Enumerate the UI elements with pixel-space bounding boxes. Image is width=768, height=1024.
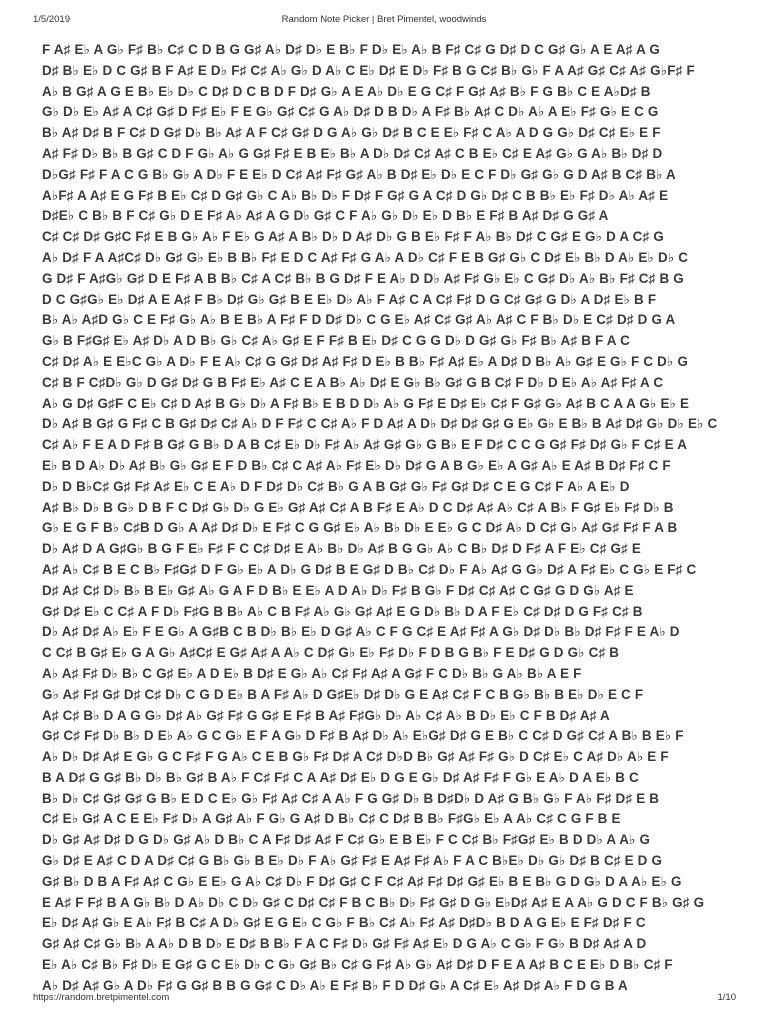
note-line: D♭G♯ F♯ F A C G B♭ G♭ A D♭ F E E♭ D C♯ A♯ F♯ G♯ A♭ B D♯ E♭ D♭ E C F D♭ G♯ G♭ G D A♯ B C♯ B♭ A (42, 166, 676, 182)
note-line: A♭ A♯ F♯ D♭ B♭ C G♯ E♭ A D E♭ B D♯ E G♭ A♭ C♯ F♯ A♯ A G♯ F C D♭ B♭ G A♭ B♭ A E F (42, 665, 582, 681)
note-line: F A♯ E♭ A G♭ F♯ B♭ C♯ C D B G G♯ A♭ D♯ D♭ E B♭ F D♭ E♭ A♭ B F♯ C♯ G D♯ D C G♯ G♭ A E A♯ A G (42, 42, 660, 57)
note-line: B A D♯ G G♯ B♭ D♭ B♭ G♯ B A♭ F C♯ F♯ C A A♯ D♯ E♭ D G E G♭ D♯ A♯ F♯ F G♭ E A♭ D A E♭ B C (42, 769, 639, 785)
note-line: A♭ D♯ A♯ G♭ A D♭ F♯ G G♯ B B G G♯ C D♭ A♭ E F♯ B♭ F D D♯ G♭ A C♯ E♭ A♯ D♯ A♭ F D G B A (42, 977, 628, 993)
note-line: A♯ A♭ C♯ B E C B♭ F♯G♯ D F G♭ E♭ A D♭ G D♯ B E G♯ D B♭ C♯ D♭ F A♭ A♯ G G♭ D♯ A F♯ E♭ C G♭ E F♯ C (42, 561, 697, 577)
note-line: A♯ C♯ B♭ D A G G♭ D♯ A♭ G♯ F♯ G G♯ E F♯ B A♯ F♯G♭ D♭ A♭ C♯ A♭ B D♭ E♭ C F B D♯ A♯ A (42, 707, 610, 723)
note-line: D C G♯G♭ E♭ D♯ A E A♯ F B♭ D♯ G♭ G♯ B E E♭ D♭ A♭ F A♯ C A C♯ F♯ D G C♯ G♯ G D♭ A D♯ E♭ B F (42, 291, 657, 307)
note-line: G♭ D♭ E♭ A♯ A C♯ G♯ D F♯ E♭ F E G♭ G♯ C♯ G A♭ D♯ D B D♭ A F♯ B♭ A♯ C D♭ A♭ A E♭ F♯ G♭ E C G (42, 104, 659, 120)
print-date: 1/5/2019 (33, 14, 70, 25)
note-line: G♯ B♭ D B A F♯ A♯ C G♭ E E♭ G A♭ C♯ D♭ F D♯ G♯ C F C♯ A♯ F♯ D♯ G♯ E♭ B E B♭ G D G♭ D A A♭ E♭ G (42, 873, 682, 889)
note-list (42, 40, 742, 997)
note-line: E♭ B D A♭ D♭ A♯ B♭ G♭ G♯ E F D B♭ C♯ C A♯ A♭ F♯ E♭ D♭ D♯ G A B G♭ E♭ A G♯ A♭ E A♯ B D♯ F♯ C F (42, 457, 671, 473)
page-url: https://random.bretpimentel.com (33, 992, 170, 1003)
note-line: C♯ E♭ G♯ A C E E♭ F♯ D♭ A G♯ A♭ F G♭ G A♯ D B♭ C♯ C D♯ B B♭ F♯G♭ E♭ A A♭ C♯ C G F B E (42, 811, 621, 827)
note-line: E♭ A♭ C♯ B♭ F♯ D♭ E G♯ G C E♭ D♭ C G♭ G♯ B♭ C♯ G F♯ A♭ G♭ A♯ D♯ D F E A A♯ B C E E♭ D B♭ C♯ F (42, 957, 673, 973)
note-line: G♭ B F♯G♯ E♭ A♯ D♭ A D B♭ G♭ C♯ A♭ G♯ E F F♯ B E♭ D♯ C G G D♭ D G♯ G♭ F♯ B♭ A♯ B F A C (42, 333, 630, 349)
note-line: A♭F♯ A A♯ E G F♯ B E♭ C♯ D G♯ G♭ C A♭ B♭ D♭ F D♯ F G♯ G A C♯ D G♭ D♯ C B B♭ E♭ F♯ D♭ A♭ A♯ E (42, 187, 669, 203)
note-line: C C♯ B G♯ E♭ G A G♭ A♯C♯ E G♯ A♯ A A♭ C D♯ G♭ E♭ F♯ D♭ F D B G B♭ F E D♯ G D G♭ C♯ B (42, 645, 620, 661)
note-line: G♯ A♯ C♯ G♭ B♭ A A♭ D B D♭ E D♯ B B♭ F A C F♯ D♭ G♯ F♯ A♯ E♭ D G A♭ C G♭ F G♭ B D♯ A♯ A D (42, 936, 647, 952)
print-header (0, 14, 768, 30)
note-line: A♯ F♯ D♭ B♭ B G♯ C D F G♭ A♭ G G♯ F♯ E B E♭ B♭ A D♭ D♯ C♯ A♯ C B E♭ C♯ E A♯ G♭ G A♭ B♭ D♯ D (42, 145, 663, 161)
note-line: C♯ D♯ A♭ E E♭C G♭ A D♭ F E A♭ C♯ G G♯ D♯ A♯ F♯ D E♭ B B♭ F♯ A♯ E♭ A D♯ D B♭ A♭ G♯ E G♭ F C D♭ G (42, 353, 689, 369)
note-line: A♭ B G♯ A G E B♭ E♭ D♭ C D♯ D C B D F D♯ G♭ A E A♭ D♭ E G C♯ F G♯ A♯ B♭ F G B♭ C E A♭D♯ B (42, 83, 651, 99)
note-line: B♭ D♭ C♯ G♯ G♯ G B♭ E D C E♭ G♭ F♯ A♯ C♯ A A♭ F G G♯ D♭ B D♯D♭ D A♯ G B♭ G♭ F A♭ F♯ D♯ E B (42, 790, 660, 806)
note-line: D♭ A♯ D♯ A♭ E♭ F E G♭ A G♯B C B D♭ B♭ E♭ D G♯ A♭ C F G C♯ E A♯ F♯ A G♭ D♯ D♭ B♭ D♯ F♯ F E A♭ D (42, 624, 680, 640)
note-line: D♭ A♯ B G♯ G F♯ C B G♯ D♯ C♯ A♭ D F F♯ C C♯ A♭ F D A♯ A D♭ D♯ D♯ G♯ G E♭ G♭ E B♭ B A♯ D♯ G♭ D♭ E♭ C (42, 416, 718, 432)
note-line: E A♯ F F♯ B A G♭ B♭ D A♭ D♭ C D♭ G♯ C D♯ C♯ F B C B♭ D♭ F♯ G♯ D G♭ E♭D♯ A♯ E A A♭ G D C F B♭ G♯ G (42, 894, 705, 910)
note-line: G♭ E G F B♭ C♯B D G♭ A A♯ D♯ D♭ E F♯ C G G♯ E♭ A♭ B♭ D♭ E E♭ G C D♯ A♭ D C♯ G♭ A♯ G♯ F♯ F A B (42, 520, 678, 536)
note-line: B♭ A♯ D♯ B F C♯ D G♯ D♭ B♭ A♯ A F C♯ G♯ D G A♭ G♭ D♯ B C E E♭ F♯ C A♭ A D G G♭ D♯ C♯ E♭ E F (42, 125, 661, 141)
note-line: C♯ C♯ D♯ G♯C F♯ E B G♭ A♭ F E♭ G A♯ A B♭ D♭ D A♯ D♭ G B E♭ F♯ F A♭ B♭ D♯ C G♯ E G♭ D A C♯ G (42, 229, 664, 245)
note-line: D♯E♭ C B♭ B F C♯ G♭ D E F♯ A♭ A♯ A G D♭ G♯ C F A♭ G♭ D♭ E♭ D B♭ E F♯ B A♯ D♯ G G♯ A (42, 208, 609, 224)
page-title: Random Note Picker | Bret Pimentel, woodwinds (281, 14, 487, 25)
note-line: D♯ A♯ C♯ D♭ B♭ B E♭ G♯ A♭ G A F D B♭ E E♭ A D A♭ D♭ F♯ B G♭ F D♯ C♯ A♯ C G♯ G D G♭ A♯ E (42, 582, 634, 598)
print-footer (0, 992, 768, 1008)
note-line: G♭ A♯ F♯ G♯ D♯ C♯ D♭ C G D E♭ B A F♯ A♭ D G♯E♭ D♯ D♭ G E A♯ C♯ F C B G♭ B♭ B E♭ D♭ E C F (42, 686, 644, 702)
note-line: G D♯ F A♯G♭ G♯ D E F♯ A B B♭ C♯ A C♯ B♭ B G D♯ F E A♭ D D♭ A♯ F♯ G♭ E♭ C G♯ D♭ A♭ B♭ F♯ C♯ B G (42, 270, 684, 286)
page-number: 1/10 (717, 992, 736, 1003)
note-line: A♭ D♭ D♯ A♯ E G♭ G C F♯ F G A♭ C E B G♭ F♯ D♯ A C♯ D♭D B♭ G♯ A♯ F♯ G♭ D C♯ E♭ C A♯ D♭ A♭ E F (42, 749, 669, 765)
note-line: G♭ D♯ E A♯ C D A D♯ C♯ G B♭ G♭ B E♭ D♭ F A♭ G♯ F♯ E A♯ F♯ A♭ F A C B♭E♭ D♭ G♭ D♯ B C♯ E D G (42, 853, 663, 869)
note-line: D♭ G♯ A♯ D♯ D G D♭ G♯ A♭ D B♭ C A F♯ D♯ A♯ F C♯ G♭ E B E♭ F C C♯ B♭ F♯G♯ E♭ B D D♭ A A♭ G (42, 832, 651, 848)
note-line: D♭ A♯ D A G♯G♭ B G F E♭ F♯ F C C♯ D♯ E A♭ B♭ D♭ A♯ B G G♭ A♭ C B♭ D♯ D F♯ A F E♭ C♯ G♯ E (42, 541, 642, 557)
note-line: B♭ A♭ A♯D G♭ C E F♯ G♭ A♭ B E B♭ A F♯ F D D♯ D♭ C G E♭ A♯ C♯ G♯ A♭ A♯ C F B♭ D♭ E C♯ D♯ D G A (42, 312, 676, 328)
note-line: G♯ D♯ E♭ C C♯ A F D♭ F♯G B B♭ A♭ C B F♯ A♭ G♭ G♯ A♯ E G D♭ B♭ D A F E♭ C♯ D♯ D G F♯ C♯ B (42, 603, 643, 619)
note-line: A♭ D♯ F A A♯C♯ D♭ G♯ G♭ E♭ B B♭ F♯ E D C A♯ F♯ G A♭ A D♭ C♯ F E B G♯ G♭ C D♯ E♭ B♭ D A♭ E♭ D♭ C (42, 249, 689, 265)
note-line: C♯ B F C♯D♭ G♭ D G♯ D♯ G B F♯ E♭ A♯ C E A B♭ A♭ D♯ E G♭ B♭ G♯ G B C♯ F D♭ D E♭ A♭ A♯ F♯ A C (42, 374, 664, 390)
note-line: G♯ C♯ F♯ D♭ B♭ D E♭ A♭ G C G♭ E F A G♭ D F♯ B A♯ D♭ A♭ E♭G♯ D♯ G E B♭ C C♯ D G♯ C♯ A B♭ B E♭ F (42, 728, 684, 744)
note-line: A♯ B♭ D♭ B G♭ D B F C D♯ G♭ D♭ G E♭ G♯ A♯ C♯ A B F♯ E A♭ D C D♯ A♯ A♭ C♯ A B♭ F G♯ E♭ F♯ D♭ B (42, 499, 674, 515)
note-line: E♭ D♯ A♯ G♭ E A♭ F♯ B C♯ A D♭ G♯ E G E♭ C G♭ F B♭ C♯ A♭ F♯ A♯ D♯D♭ B D A G E♭ E F♯ D♯ F C (42, 915, 646, 931)
note-line: A♭ G D♯ G♯F C E♭ C♯ D A♯ B G♭ D♭ A F♯ B♭ E B D D♭ A♭ G F♯ E D♯ E♭ C♯ F G♯ G♭ A♯ B C A A G♭ E♭ E (42, 395, 690, 411)
note-line: C♯ A♭ F E A D F♯ B G♯ G B♭ D A B C♯ E♭ D♭ F♯ A♭ A♯ G♯ G♭ G B♭ E F D♯ C C G G♯ F♯ D♯ G♭ F C♯ E A (42, 437, 688, 453)
note-line: D♯ B♭ E♭ D C G♯ B F A♯ E D♭ F♯ C♯ A♭ G♭ D A♭ C E♭ D♯ E D♭ F♯ B G C♯ B♭ G♭ F A A♯ G♯ C♯ A♯ G♭F♯ F (42, 62, 695, 78)
note-line: D♭ D B♭C♯ G♯ F♯ A♯ E♭ C E A♭ D F D♯ D♭ C♯ B♭ G A B G♯ G♭ F♯ G♯ D♯ C E G C♯ F A♭ A E♭ D (42, 478, 630, 494)
